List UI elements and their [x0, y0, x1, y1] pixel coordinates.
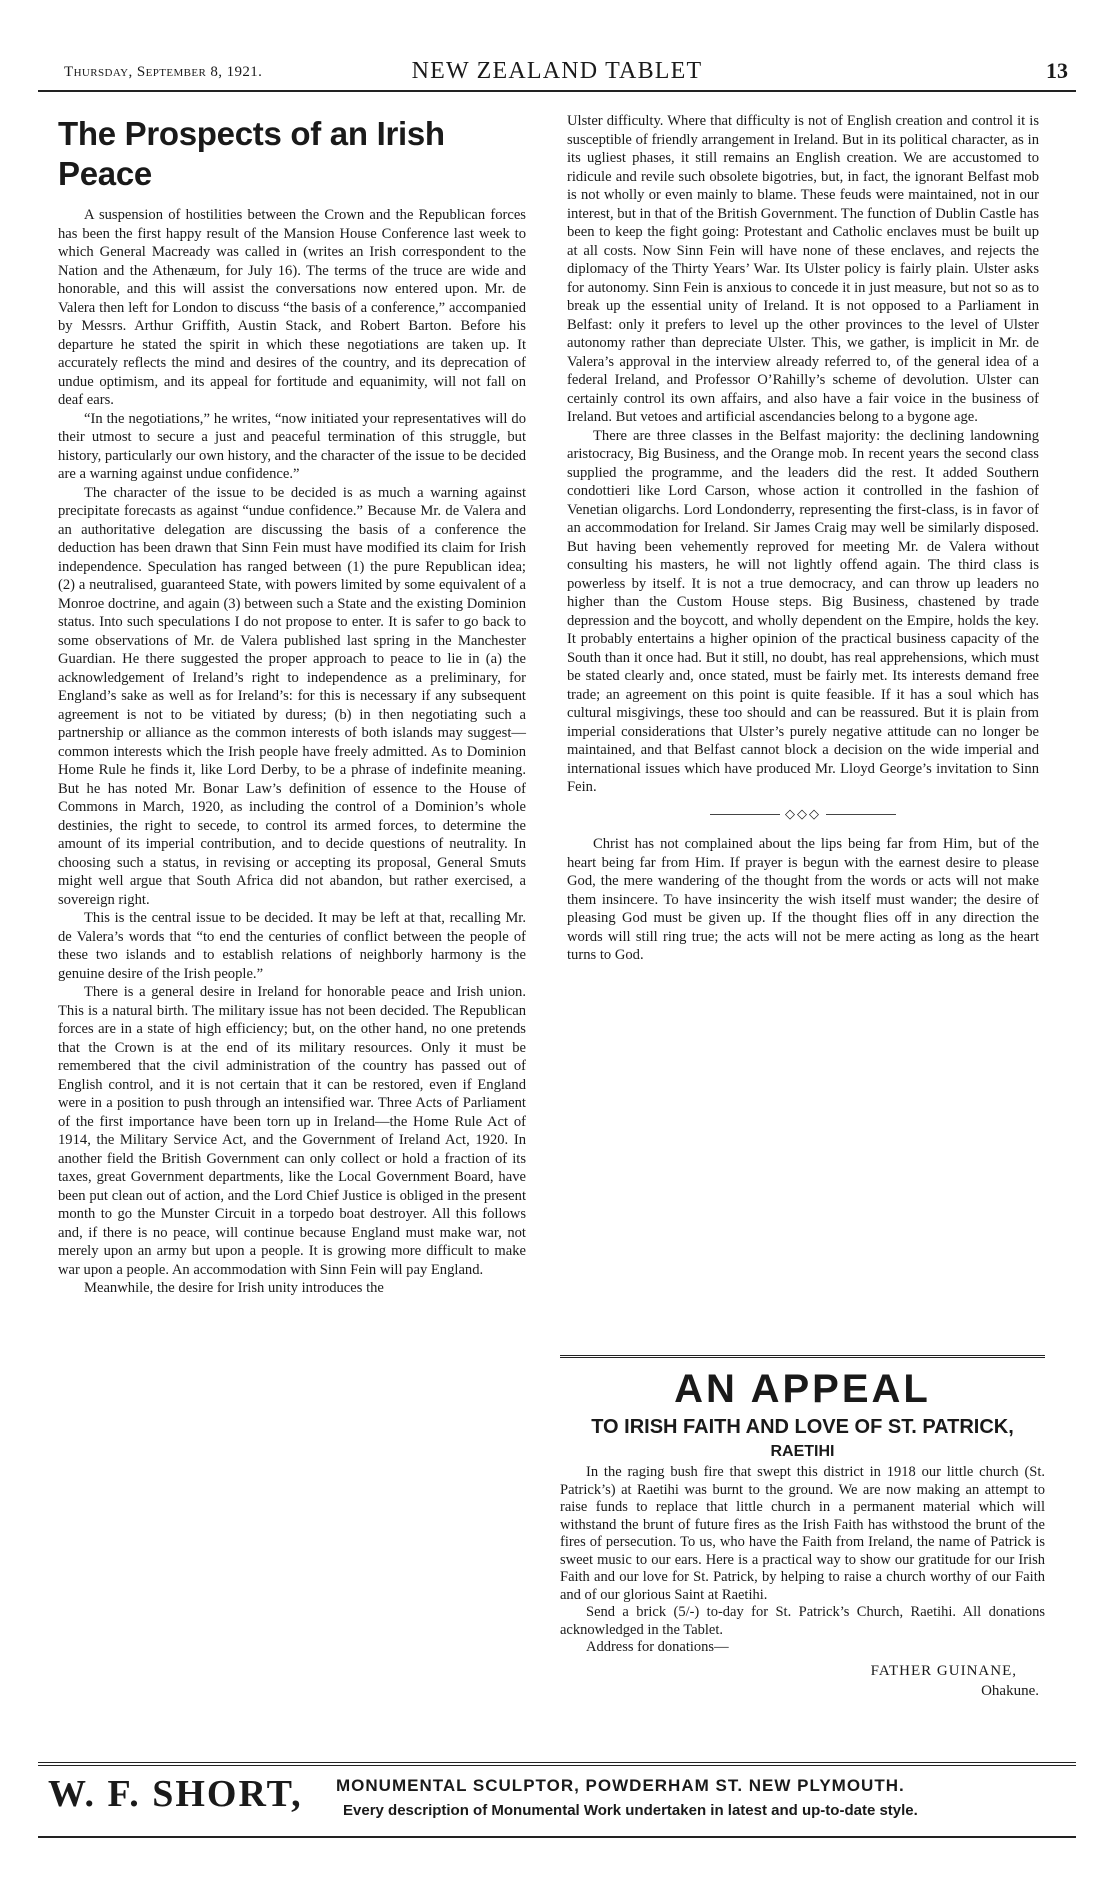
masthead-title: NEW ZEALAND TABLET [411, 58, 703, 84]
article-paragraph: This is the central issue to be decided. It may be left at that, recalling Mr. de Valera’s words that “to end the centuries of conflict between the people of these two islands and to establish relations of neighborly harmony is the genuine desire of the Irish people.” [58, 910, 526, 982]
article-right-column [567, 112, 1039, 965]
appeal-paragraph: In the raging bush fire that swept this district in 1918 our little church (St. Patrick’s) at Raetihi was burnt to the ground. We are now making an attempt to raise funds to replace that little church in a permanent material which will withstand the brunt of future fires as the Irish Faith has withstood the brunt of the fires of persecution. To us, who have the Faith from Ireland, the name of Patrick is sweet music to our ears. Here is a practical way to show our gratitude for our Irish Faith and our love for St. Patrick, by helping to raise a church worthy of our Faith and of our glorious Saint at Raetihi. [560, 1464, 1045, 1603]
advertiser-tagline: Every description of Monumental Work undertaken in latest and up-to-date style. [343, 1802, 918, 1819]
appeal-address-label: Address for donations— [586, 1639, 729, 1655]
appeal-advertisement [560, 1355, 1045, 1701]
article-paragraph: Ulster difficulty. Where that difficulty is not of English creation and control it is susceptible of friendly arrangement in Ireland. But in its political character, as in its ugliest phases, it still remains an English creation. We are accustomed to ridicule and revile such obsolete bigotries, but, in fact, the ignorant Belfast mob is not wholly or even mainly to blame. These feuds were maintained, not in our interest, but in that of the British Government. The function of Dublin Castle has been to keep the fight going: Protestant and Catholic enclaves must be built up at all costs. Now Sinn Fein will have none of these enclaves, and rejects the diplomacy of the Thirty Years’ War. Its Ulster policy is fairly plain. Ulster asks for autonomy. Sinn Fein is anxious to concede it in just measure, but not so as to break up the essential unity of Ireland. It is not opposed to a Parliament in Belfast: only it prefers to level up the other provinces to the level of Ulster autonomy rather than depreciate Ulster. This, we gather, is implicit in Mr. de Valera’s approval in the interview already referred to, of the general idea of a federal Ireland, and Professor O’Rahilly’s scheme of devolution. Ulster can certainly control its own affairs, and also have a fair voice in the business of Ireland. But vetoes and artificial ascendancies belong to a bygone age. [567, 113, 1039, 425]
issue-date: Thursday, September 8, 1921. [64, 64, 263, 80]
footer-advertisement [38, 1772, 1076, 1842]
appeal-body [560, 1464, 1045, 1657]
appeal-signature: FATHER GUINANE, [870, 1662, 1017, 1679]
article-paragraph: There is a general desire in Ireland for honorable peace and Irish union. This is a natural birth. The military issue has not been decided. The Republican forces are in a state of high efficiency; but, on the other hand, no one pretends that the Crown is at the end of its military resources. Only it must be remembered that the civil administration of the country has passed out of English control, and it is not certain that it can be restored, even if England were in a position to push through an intensified war. Three Acts of Parliament of the first importance have been torn up in Ireland—the Home Rule Act of 1914, the Military Service Act, and the Government of Ireland Act, 1920. In another field the British Government can only collect or hold a fraction of its taxes, great Government departments, like the Local Government Board, have been put clean out of action, and the Lord Chief Justice is obliged in the present month to go the Munster Circuit in a torpedo boat destroyer. All this follows and, if there is no peace, will continue because England must make war, not merely upon an army but upon a people. It is growing more difficult to make war upon a people. An accommodation with Sinn Fein will pay England. [58, 984, 526, 1278]
prayer-paragraph: Christ has not complained about the lips being far from Him, but of the heart being far from Him. If prayer is begun with the earnest desire to please God, the mere wandering of the thought from the words or acts will not make them insincere. To have insincerity the wish itself must wander; the desire of pleasing God must be given up. If the thought flies off in any direction the words will still ring true; the acts will not be mere acting as long as the heart turns to God. [567, 836, 1039, 963]
ornament-rule [710, 814, 780, 815]
ornament-rule [826, 814, 896, 815]
section-ornament [567, 805, 1039, 824]
article-paragraph: Meanwhile, the desire for Irish unity introduces the [84, 1280, 384, 1296]
article-paragraph: The character of the issue to be decided is as much a warning against precipitate forecasts as against “undue confidence.” Because Mr. de Valera and an authoritative delegation are discussing the basis of a conference the deduction has been drawn that Sinn Fein must have modified its claim for Irish independence. Speculation has ranged between (1) the pure Republican idea; (2) a neutralised, guaranteed State, with powers limited by some equivalent of a Monroe doctrine, and again (3) between such a State and the existing Dominion status. Into such speculations I do not propose to enter. It is safer to go back to some observations of Mr. de Valera published last spring in the Manchester Guardian. He there suggested the proper approach to peace to lie in (a) the acknowledgement of Ireland’s right to independence as a preliminary, for England’s sake as well as for Ireland’s: for this is necessary if any subsequent agreement is not to be vitiated by duress; (b) in then negotiating such a partnership or alliance as the common interests of both islands may suggest—common interests which the Irish people have freely admitted. As to Dominion Home Rule he finds it, like Lord Derby, to be a phrase of indefinite meaning. But he has noted Mr. Bonar Law’s definition of essence to the House of Commons in March, 1920, as including the control of a Dominion’s whole destinies, the right to secede, to control its armed forces, to determine the amount of its imperial contribution, and to decide questions of neutrality. In choosing such a status, in revising or accepting its proposal, General Smuts might well argue that South Africa did not abandon, but rather exercised, a sovereign right. [58, 484, 526, 908]
appeal-title: AN APPEAL [674, 1367, 931, 1411]
bottom-divider [38, 1836, 1076, 1838]
ornament-diamonds: ◇◇◇ [785, 805, 821, 821]
page-number: 13 [1046, 58, 1068, 83]
advertiser-trade: MONUMENTAL SCULPTOR, POWDERHAM ST. NEW PLYMOUTH. [336, 1776, 905, 1795]
header-divider [38, 90, 1076, 92]
appeal-place: RAETIHI [770, 1443, 835, 1460]
article-paragraph: A suspension of hostilities between the Crown and the Republican forces has been the first happy result of the Mansion House Conference last week to which General Macready was called in (writes an Irish correspondent to the Nation and the Athenæum, for July 16). The terms of the truce are wide and honorable, and this will assist the conversations now entered upon. Mr. de Valera then left for London to discuss “the basis of a conference,” accompanied by Messrs. Arthur Griffith, Austin Stack, and Robert Barton. Before his departure he stated the spirit in which these negotiations are taken up. It accurately reflects the mind and desires of the country, and its deprecation of undue optimism, and its appeal for fortitude and equanimity, will not fall on deaf ears. [58, 207, 526, 408]
appeal-subtitle: TO IRISH FAITH AND LOVE OF ST. PATRICK, [591, 1416, 1014, 1438]
article-paragraph: There are three classes in the Belfast majority: the declining landowning aristocracy, Big Business, and the Orange mob. In recent years the second class supplied the programme, and the leaders did the rest. It added Southern condottieri like Lord Carson, whose action it controlled in the fashion of Venetian oligarchs. Lord Londonderry, representing the first-class, is in favor of an accommodation for Ireland. Sir James Craig may well be similarly disposed. But having been vehemently reproved for meeting Mr. de Valera without consulting his masters, he will not lightly offend again. The third class is powerless by itself. It is not a true democracy, and can throw up leaders no higher than the Custom House steps. Big Business, chastened by trade depression and the boycott, and wholly dependent on the Empire, holds the key. It probably entertains a higher opinion of the practical business capacity of the South than it once had. But it still, no doubt, has real apprehensions, which must be stated clearly and, once stated, must be fairly met. Its interests demand free trade; an agreement on this point is quite feasible. If it has a soul which has cultural misgivings, these too should and can be reassured. But it is plain from imperial considerations that Ulster’s purely negative attitude can no longer be maintained, and that Belfast cannot block a decision on the wide imperial and international issues which have produced Mr. Lloyd George’s invitation to Sinn Fein. [567, 427, 1039, 795]
appeal-send-line: Send a brick (5/-) to-day for St. Patrick’s Church, Raetihi. All donations acknowledged in the Tablet. [560, 1604, 1045, 1638]
article-left-column [58, 108, 526, 1298]
article-headline: The Prospects of an Irish Peace [58, 115, 445, 192]
footer-divider [38, 1762, 1076, 1766]
appeal-signature-place: Ohakune. [981, 1682, 1039, 1699]
advertiser-name: W. F. SHORT, [48, 1773, 303, 1815]
page-header [38, 58, 1076, 88]
article-paragraph: “In the negotiations,” he writes, “now initiated your representatives will do their utmost to secure a just and peaceful termination of this struggle, but history, particularly our own history, and the character of the issue to be decided are a warning against undue confidence.” [58, 410, 526, 482]
